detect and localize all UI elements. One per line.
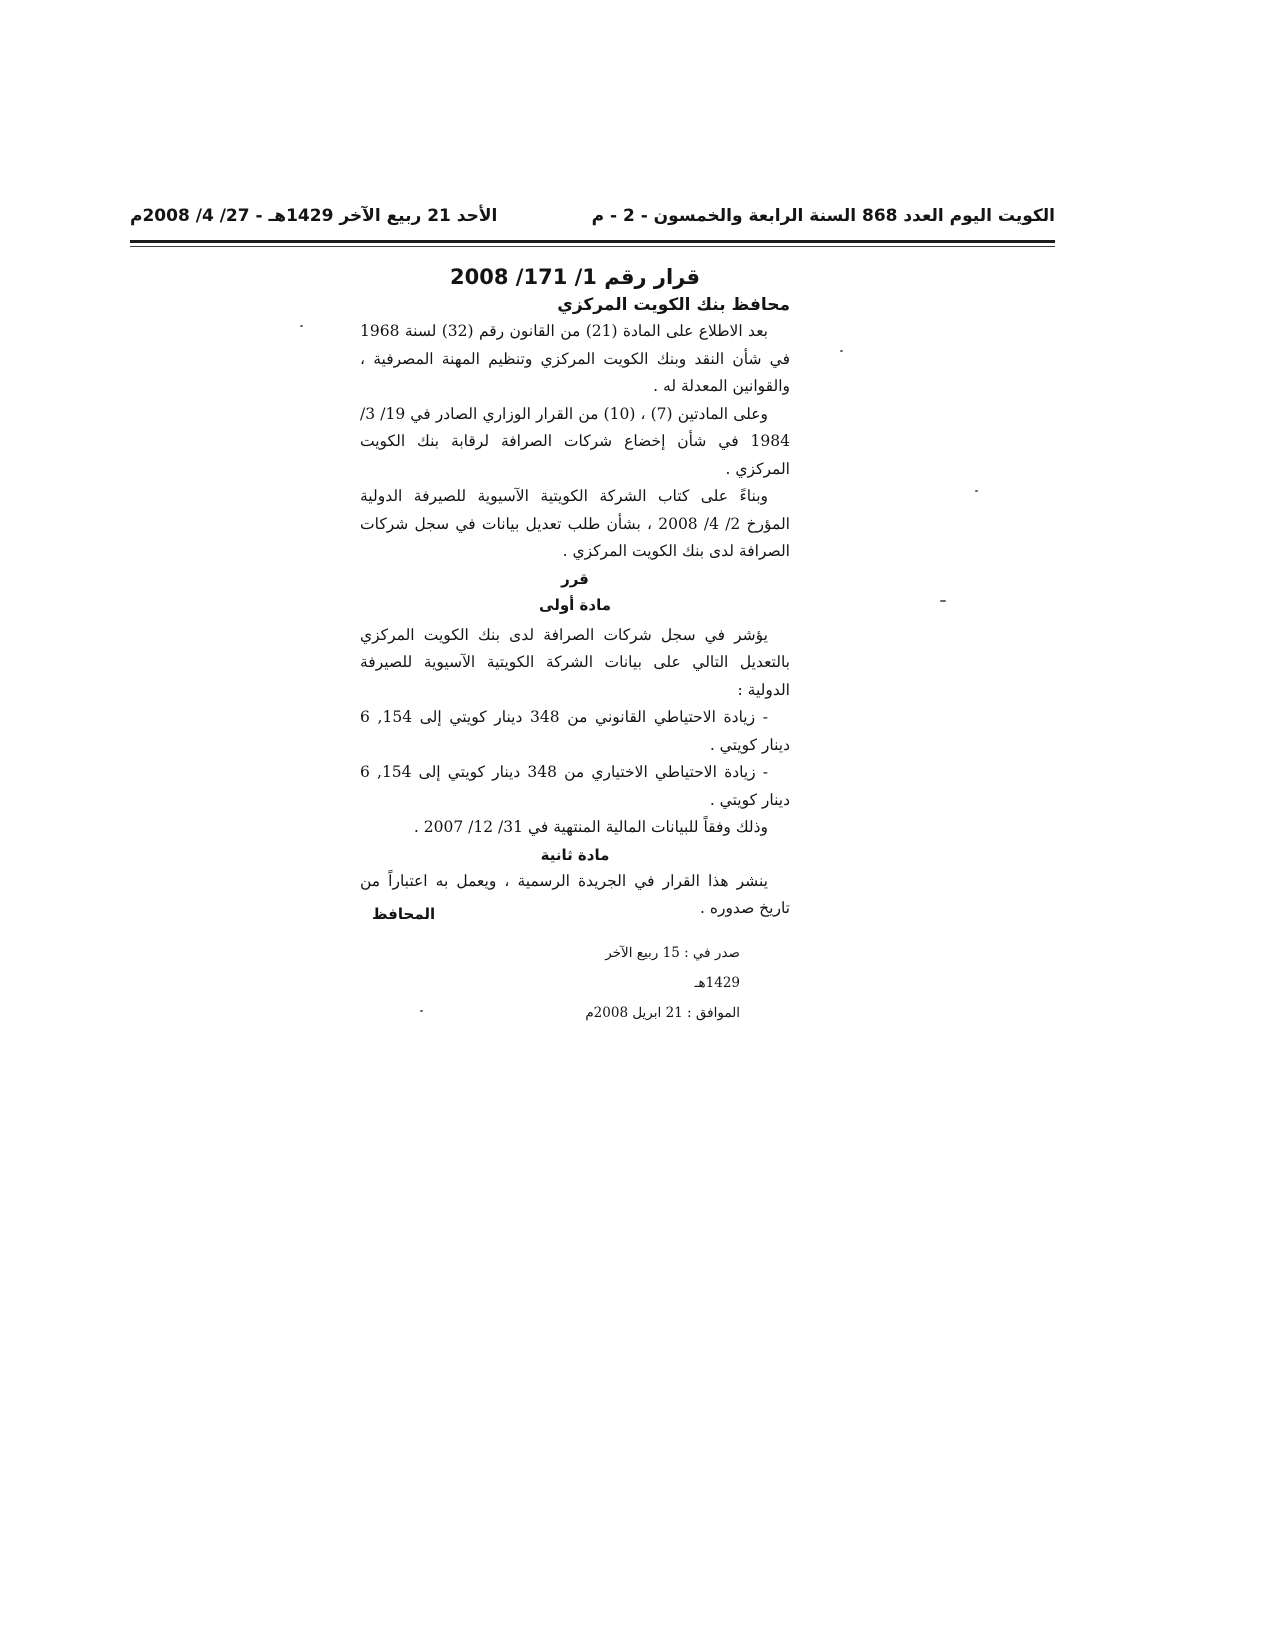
article-one-closing: وذلك وفقاً للبيانات المالية المنتهية في 31/ 12/ 2007 . [413,818,768,836]
article-one-item-1: - زيادة الاحتياطي القانوني من 348 دينار كويتي إلى 154, 6 دينار كويتي . [360,708,790,754]
header-issue-info: الكويت اليوم العدد 868 السنة الرابعة والخمسون - 2 - م [591,206,1055,226]
page-header [130,206,1055,240]
issued-hijri: صدر في : 15 ربيع الآخر 1429هـ [605,945,740,991]
decision-issuer: محافظ بنك الكويت المركزي [557,295,790,315]
article-two-title: مادة ثانية [540,845,610,864]
scan-speck [940,600,946,602]
signature-governor: المحافظ [372,905,436,923]
preamble-paragraph-3: وبناءً على كتاب الشركة الكويتية الآسيوية للصيرفة الدولية المؤرخ 2/ 4/ 2008 ، بشأن طلب تعديل بيانات في سجل شركات الصرافة لدى بنك الكويت المركزي . [360,487,790,560]
issued-gregorian: الموافق : 21 ابريل 2008م [585,1005,740,1021]
decision-document [360,262,790,923]
scan-speck [840,350,843,352]
scan-speck [420,1010,423,1012]
header-rule-thick [130,240,1055,243]
article-two-text: ينشر هذا القرار في الجريدة الرسمية ، ويعمل به اعتباراً من تاريخ صدوره . [360,871,790,917]
preamble-paragraph-1: بعد الاطلاع على المادة (21) من القانون رقم (32) لسنة 1968 في شأن النقد وبنك الكويت المركزي وتنظيم المهنة المصرفية ، والقوانين المعدلة له . [360,322,790,395]
decision-title: قرار رقم 1/ 171/ 2008 [450,265,700,289]
article-one-item-2: - زيادة الاحتياطي الاختياري من 348 دينار كويتي إلى 154, 6 دينار كويتي . [360,763,790,809]
decides-label: قرر [561,569,589,588]
article-one-intro: يؤشر في سجل شركات الصرافة لدى بنك الكويت المركزي بالتعديل التالي على بيانات الشركة الكويتية الآسيوية للصيرفة الدولية : [360,625,790,699]
issue-date-block [560,938,740,1028]
header-date: الأحد 21 ربيع الآخر 1429هـ - 27/ 4/ 2008م [130,206,498,226]
header-rule-thin [130,246,1055,247]
article-one-title: مادة أولى [539,595,611,614]
preamble-paragraph-2: وعلى المادتين (7) ، (10) من القرار الوزاري الصادر في 19/ 3/ 1984 في شأن إخضاع شركات الصرافة لرقابة بنك الكويت المركزي . [360,404,790,478]
scan-speck [300,325,303,327]
scan-speck [975,490,978,492]
